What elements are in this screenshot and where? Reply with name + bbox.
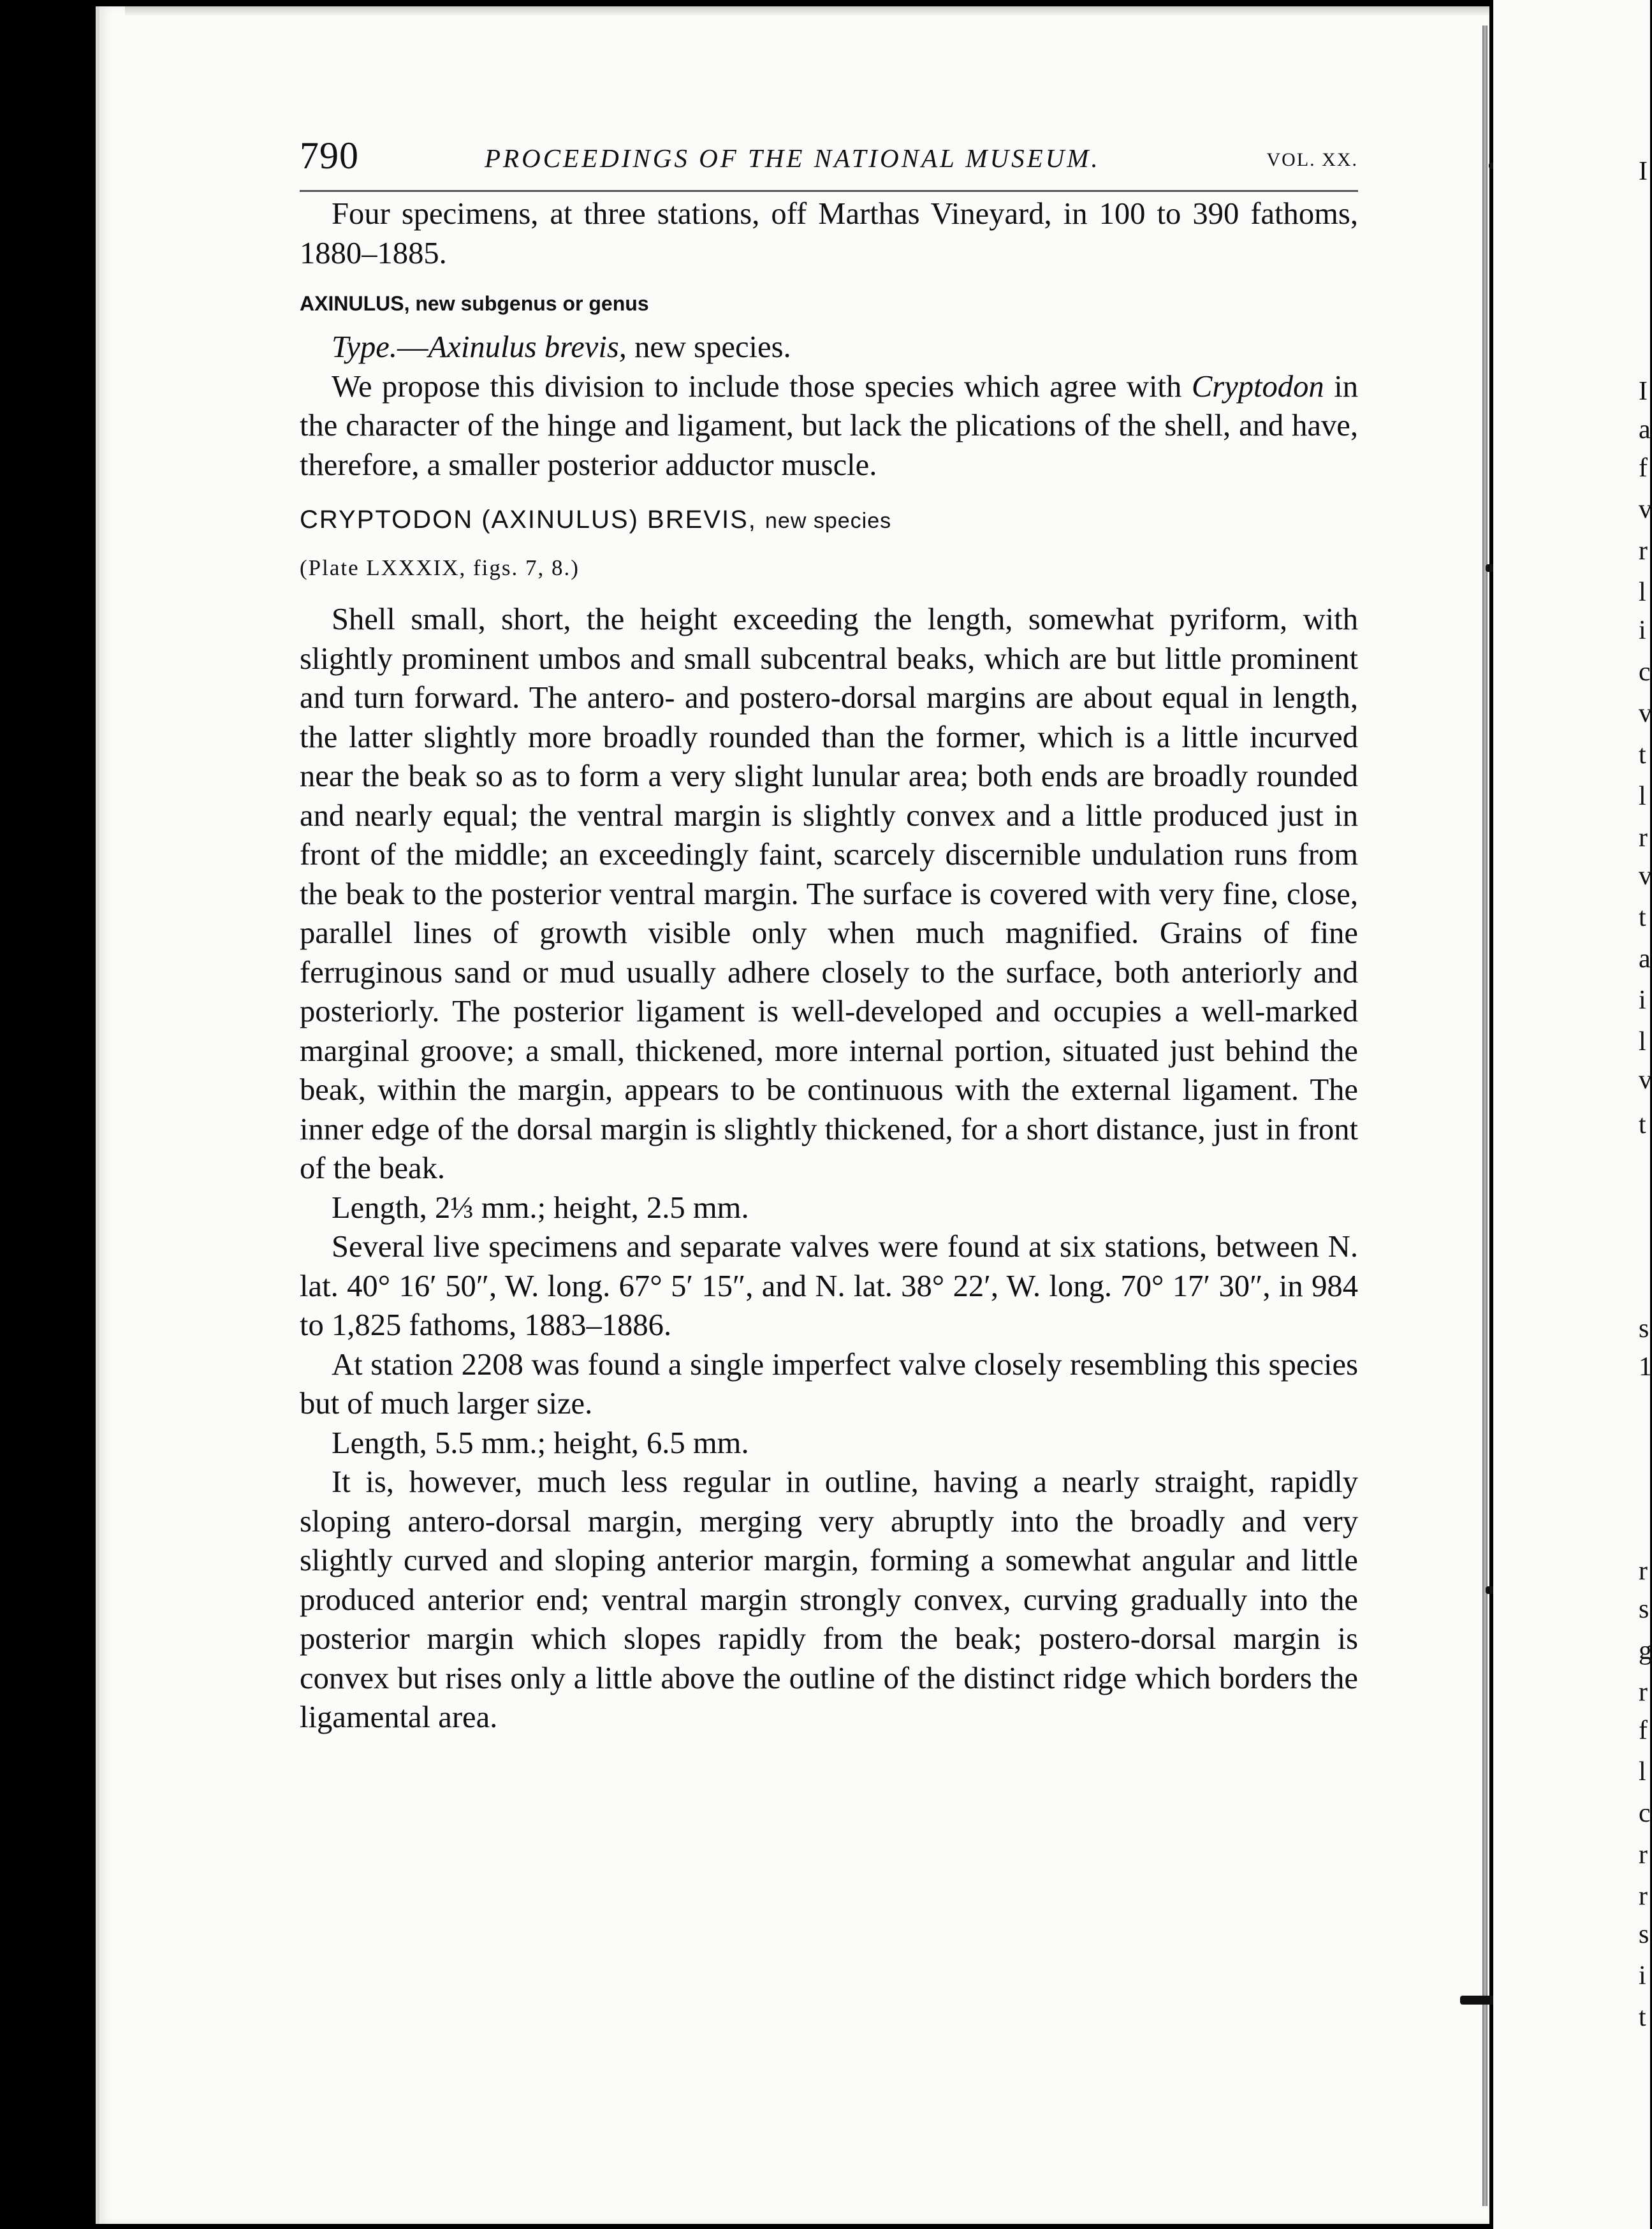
- margin-letter: g: [1639, 1636, 1652, 1665]
- margin-letter: s: [1639, 1595, 1649, 1624]
- genus-qualifier: new subgenus or genus: [415, 292, 649, 315]
- type-species: Axinulus brevis,: [428, 330, 627, 364]
- page-gutter-line: [1482, 26, 1488, 2206]
- species-qualifier: new species: [765, 509, 892, 533]
- running-title: PROCEEDINGS OF THE NATIONAL MUSEUM.: [485, 143, 1100, 173]
- margin-letter: r: [1639, 536, 1648, 566]
- margin-letter: I: [1639, 377, 1648, 406]
- description-paragraph: Shell small, short, the height exceeding the length, somewhat pyriform, with slightly prominent umbos and small subcentral beaks, which are but little prominent and turn forward. The antero- and postero-dorsal margins are about equal in length, the latter slightly more broadly rounded than the former, which is a little incurved near the beak so as to form a very slight lunular area; both ends are broadly rounded and nearly equal; the ventral margin is slightly convex and a little produced just in front of the middle; an exceedingly faint, scarcely discernible undulation runs from the beak to the posterior ventral margin. The surface is covered with very fine, close, parallel lines of growth visible only when much magnified. Grains of fine ferruginous sand or mud usually adhere closely to the surface, both anteriorly and posteriorly. The posterior ligament is well-developed and occupies a well-marked marginal groove; a small, thickened, more internal portion, situated just behind the beak, within the margin, appears to be continuous with the external ligament. The inner edge of the dorsal margin is slightly thickened, for a short distance, just in front of the beak.: [300, 602, 1358, 1185]
- margin-letter: t: [1639, 903, 1646, 932]
- margin-letter: a: [1639, 415, 1651, 444]
- margin-letter: f: [1639, 453, 1648, 483]
- margin-letter: r: [1639, 1840, 1648, 1869]
- margin-letter: v: [1639, 861, 1652, 891]
- margin-letter: I: [1639, 157, 1648, 186]
- margin-letter: v: [1639, 1065, 1652, 1095]
- header-rule: [300, 190, 1358, 192]
- volume-label: VOL. XX.: [1266, 149, 1358, 170]
- margin-letter: t: [1639, 740, 1646, 770]
- margin-letter: r: [1639, 1556, 1648, 1586]
- margin-letter: f: [1639, 1716, 1648, 1745]
- genus-name: AXINULUS,: [300, 292, 410, 315]
- page-top-edge: [125, 6, 1489, 15]
- margin-letter: l: [1639, 782, 1646, 811]
- margin-letter: v: [1639, 699, 1652, 728]
- genus-definition: [300, 367, 1358, 485]
- margin-letter: c: [1639, 657, 1651, 687]
- margin-letter: a: [1639, 944, 1651, 974]
- margin-letter: i: [1639, 1961, 1646, 1991]
- type-label: Type.: [332, 330, 398, 364]
- species-heading: [300, 485, 1358, 553]
- measurement-1: Length, 2⅓ mm.; height, 2.5 mm.: [332, 1190, 749, 1225]
- plate-reference: (Plate LXXXIX, figs. 7, 8.): [300, 555, 580, 580]
- facing-page-letters: [1639, 0, 1650, 2229]
- margin-letter: 1: [1639, 1352, 1652, 1382]
- running-header: [300, 134, 1358, 179]
- intro-paragraph: Four specimens, at three stations, off Marthas Vineyard, in 100 to 390 fathoms, 1880–1885.: [300, 196, 1358, 270]
- margin-letter: r: [1639, 1677, 1648, 1707]
- margin-letter: t: [1639, 1110, 1646, 1139]
- margin-letter: l: [1639, 578, 1646, 607]
- type-dash: —: [397, 330, 428, 364]
- page-number: 790: [300, 135, 359, 177]
- comparison-paragraph: It is, however, much less regular in outline, having a nearly straight, rapidly sloping antero-dorsal margin, merging very abruptly into the broadly and very slightly curved and sloping anterior margin, forming a somewhat angular and little produced anterior end; ventral margin strongly convex, curving gradually into the posterior margin which slopes rapidly from the beak; postero-dorsal margin is convex but rises only a little above the outline of the distinct ridge which borders the ligamental area.: [300, 1465, 1358, 1734]
- margin-letter: s: [1639, 1314, 1649, 1343]
- species-name: CRYPTODON (AXINULUS) BREVIS,: [300, 506, 757, 534]
- type-line: [300, 328, 1358, 367]
- measurement-2: Length, 5.5 mm.; height, 6.5 mm.: [332, 1425, 749, 1460]
- margin-letter: l: [1639, 1757, 1646, 1787]
- genus-heading: [300, 273, 1358, 328]
- definition-genus: Cryptodon: [1191, 369, 1324, 404]
- definition-part1: We propose this division to include those species which agree with: [332, 369, 1192, 404]
- margin-letter: t: [1639, 2003, 1646, 2032]
- type-rest: new species.: [626, 330, 791, 364]
- margin-letter: i: [1639, 616, 1646, 645]
- page-body: [300, 194, 1358, 1737]
- margin-letter: s: [1639, 1920, 1649, 1949]
- margin-letter: l: [1639, 1027, 1646, 1056]
- distribution-paragraph: Several live specimens and separate valves were found at six stations, between N. lat. 40° 16′ 50″, W. long. 67° 5′ 15″, and N. lat. 38° 22′, W. long. 70° 17′ 30″, in 984 to 1,825 fathoms, 1883–1886.: [300, 1229, 1358, 1342]
- margin-letter: r: [1639, 1882, 1648, 1911]
- margin-letter: i: [1639, 986, 1646, 1015]
- station-note: At station 2208 was found a single imperfect valve closely resembling this species but of much larger size.: [300, 1347, 1358, 1421]
- facing-page-edge: [1493, 0, 1650, 2229]
- margin-letter: r: [1639, 823, 1648, 852]
- margin-letter: v: [1639, 495, 1652, 524]
- gutter-mark-4: [1460, 1996, 1496, 2005]
- margin-letter: c: [1639, 1799, 1651, 1828]
- definition-part2: in the character of the hinge and ligament, but lack the plications of the shell, and have, therefore, a smaller posterior adductor muscle.: [300, 369, 1359, 482]
